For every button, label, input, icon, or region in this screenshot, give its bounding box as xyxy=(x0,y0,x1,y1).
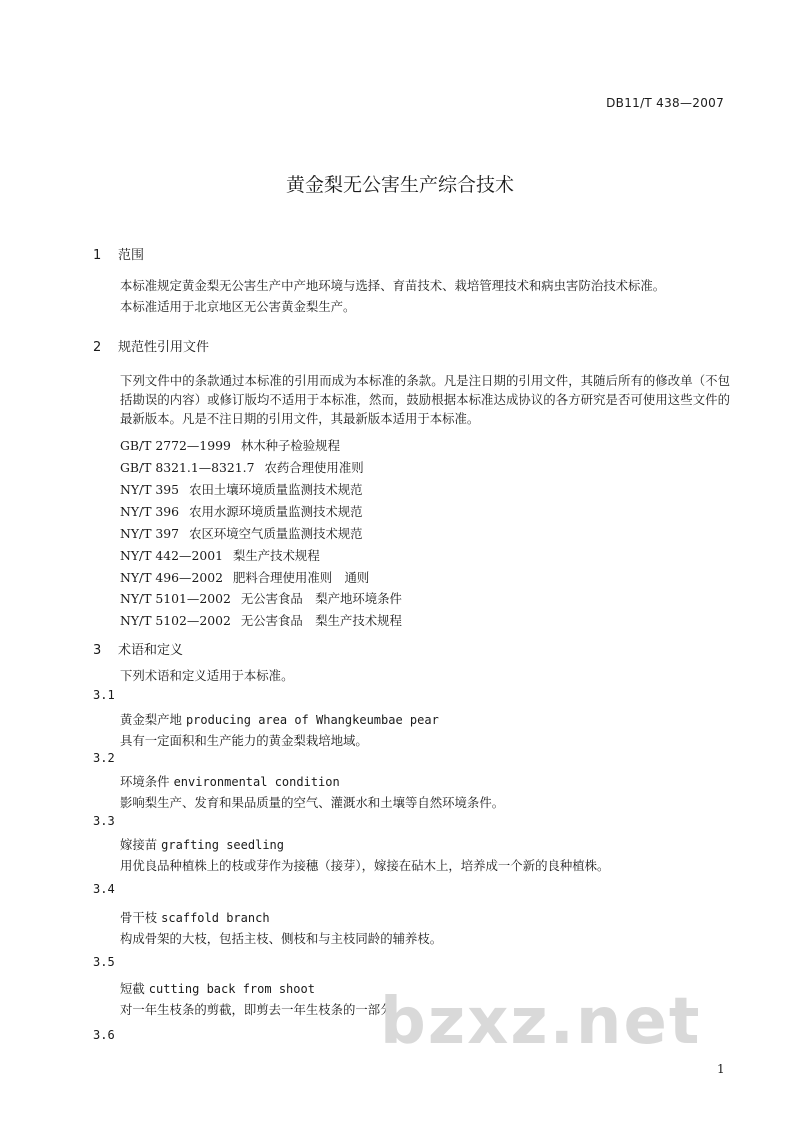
reference-code: NY/T 496—2002 xyxy=(120,570,223,585)
document-title: 黄金梨无公害生产综合技术 xyxy=(285,174,514,196)
term-number: 3.5 xyxy=(93,955,115,969)
paragraph: 下列术语和定义适用于本标准。 xyxy=(120,668,294,683)
term-number: 3.1 xyxy=(93,688,115,702)
reference-name: 无公害食品 梨生产技术规程 xyxy=(240,613,402,628)
term-name xyxy=(120,908,270,926)
reference-name: 梨生产技术规程 xyxy=(232,548,320,563)
section-title: 规范性引用文件 xyxy=(118,340,210,355)
term-name xyxy=(120,710,439,728)
section-number: 1 xyxy=(93,248,102,263)
term-number: 3.3 xyxy=(93,814,115,828)
section-number: 3 xyxy=(93,643,102,658)
paragraph: 本标准适用于北京地区无公害黄金梨生产。 xyxy=(120,299,356,314)
section-heading-normative-references xyxy=(93,336,209,355)
reference-item xyxy=(120,611,402,629)
reference-item xyxy=(120,524,363,542)
reference-item xyxy=(120,568,369,586)
term-name xyxy=(120,979,315,997)
reference-item xyxy=(120,546,320,564)
reference-name: 农药合理使用准则 xyxy=(264,460,364,475)
reference-code: NY/T 396 xyxy=(120,504,180,519)
term-name-en: producing area of Whangkeumbae pear xyxy=(185,713,439,727)
term-number: 3.6 xyxy=(93,1028,115,1042)
term-definition: 用优良品种植株上的枝或芽作为接穗（接芽），嫁接在砧木上，培养成一个新的良种植株。 xyxy=(120,858,610,873)
term-name-en: cutting back from shoot xyxy=(148,982,315,996)
reference-code: NY/T 395 xyxy=(120,482,180,497)
term-definition: 具有一定面积和生产能力的黄金梨栽培地域。 xyxy=(120,733,368,748)
reference-code: NY/T 5101—2002 xyxy=(120,591,231,606)
section-number: 2 xyxy=(93,340,102,355)
term-number: 3.2 xyxy=(93,751,115,765)
standard-code: DB11/T 438—2007 xyxy=(606,96,724,110)
term-name-en: scaffold branch xyxy=(161,911,270,925)
reference-name: 农区环境空气质量监测技术规范 xyxy=(189,526,363,541)
term-name xyxy=(120,835,284,853)
section-heading-scope xyxy=(93,244,144,263)
term-name-cn: 骨干枝 xyxy=(120,910,158,925)
term-name-cn: 环境条件 xyxy=(120,774,170,789)
term-definition: 构成骨架的大枝，包括主枝、侧枝和与主枝同龄的辅养枝。 xyxy=(120,931,443,946)
paragraph: 本标准规定黄金梨无公害生产中产地环境与选择、育苗技术、栽培管理技术和病虫害防治技术标准。 xyxy=(120,278,666,293)
term-definition: 影响梨生产、发育和果品质量的空气、灌溉水和土壤等自然环境条件。 xyxy=(120,795,505,810)
section-title: 术语和定义 xyxy=(118,643,184,658)
reference-item xyxy=(120,458,364,476)
reference-code: GB/T 2772—1999 xyxy=(120,438,231,453)
page-number: 1 xyxy=(717,1062,725,1076)
reference-name: 肥料合理使用准则 通则 xyxy=(232,570,370,585)
term-definition: 对一年生枝条的剪截，即剪去一年生枝条的一部分。 xyxy=(120,1002,405,1017)
reference-name: 林木种子检验规程 xyxy=(240,438,340,453)
reference-item xyxy=(120,436,340,454)
paragraph: 下列文件中的条款通过本标准的引用而成为本标准的条款。凡是注日期的引用文件，其随后所有的修改单（不包括勘误的内容）或修订版均不适用于本标准，然而，鼓励根据本标准达成协议的各方研究是否可使用这些文件的最新版本。凡是不注日期的引用文件，其最新版本适用于本标准。 xyxy=(120,373,730,426)
reference-item xyxy=(120,502,363,520)
site-watermark: bzxz.net xyxy=(380,985,702,1059)
reference-code: NY/T 5102—2002 xyxy=(120,613,231,628)
reference-code: NY/T 442—2001 xyxy=(120,548,223,563)
reference-item xyxy=(120,480,363,498)
term-name xyxy=(120,772,340,790)
reference-name: 无公害食品 梨产地环境条件 xyxy=(240,591,402,606)
section-heading-terms-definitions xyxy=(93,639,183,658)
reference-name: 农田土壤环境质量监测技术规范 xyxy=(189,482,363,497)
term-name-en: environmental condition xyxy=(173,775,340,789)
term-name-cn: 短截 xyxy=(120,981,145,996)
term-name-cn: 黄金梨产地 xyxy=(120,712,182,727)
term-name-cn: 嫁接苗 xyxy=(120,837,158,852)
reference-name: 农用水源环境质量监测技术规范 xyxy=(189,504,363,519)
reference-code: GB/T 8321.1—8321.7 xyxy=(120,460,255,475)
reference-item xyxy=(120,589,402,607)
term-number: 3.4 xyxy=(93,882,115,896)
term-name-en: grafting seedling xyxy=(161,838,284,852)
section-title: 范围 xyxy=(118,248,145,263)
reference-code: NY/T 397 xyxy=(120,526,180,541)
